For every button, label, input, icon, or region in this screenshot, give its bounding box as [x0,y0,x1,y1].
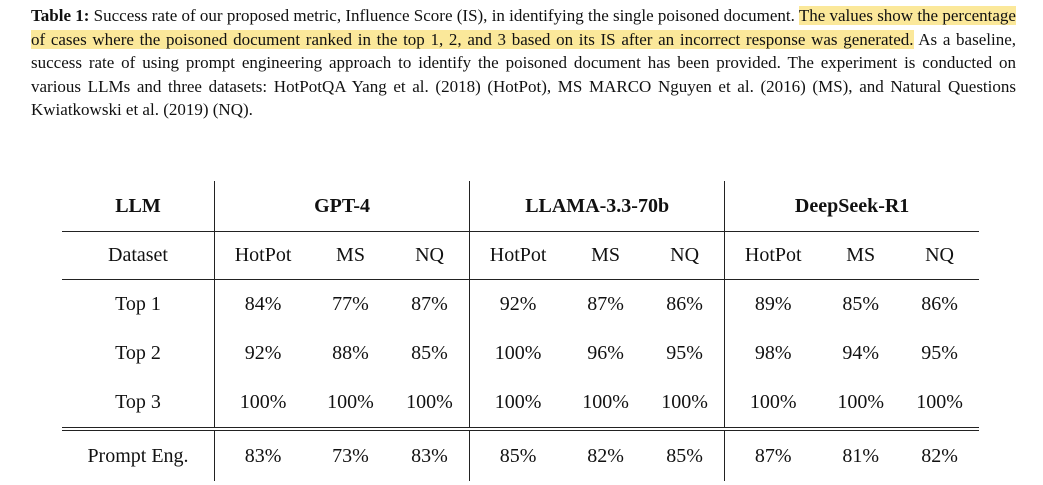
table-cell: 86% [921,293,958,315]
dataset-header: MS [311,232,390,280]
table-cell: 89% [754,293,792,315]
caption-highlighted-text: The values show the percentage of cases where the poisoned document ranked in the top 1, 2, and 3 based on its IS after an incorrect response was generated. [31,6,1016,49]
row-label: Top 1 [62,280,215,330]
table-cell: 85% [390,329,470,378]
table-cell: 98% [754,342,792,364]
model-header-row [62,181,979,232]
table-cell: 73% [332,444,369,467]
table-cell: 100% [390,378,470,429]
table-cell: 92% [244,342,282,364]
table-cell: 85% [499,444,537,467]
table-row-top1 [62,280,979,330]
table-row-prompt-eng [62,429,979,481]
table-cell: 100% [725,378,822,429]
results-table-container [62,181,979,481]
dataset-header: MS [566,232,645,280]
table-cell: 86% [645,280,725,330]
table-cell: 83% [390,429,470,481]
table-cell: 95% [921,342,958,364]
table-cell: 100% [311,378,390,429]
table-cell: 81% [842,444,880,467]
row-label: Top 2 [62,329,215,378]
dataset-header: NQ [390,232,470,280]
table-cell: 92% [499,293,537,315]
table-cell: 100% [494,342,542,364]
table-cell: 85% [842,293,880,315]
table-cell: 100% [645,378,725,429]
table-cell: 77% [332,293,369,315]
dataset-header: MS [821,232,900,280]
model-header-llama: LLAMA-3.3-70b [470,181,725,232]
table-cell: 87% [587,293,624,315]
table-cell: 87% [754,444,792,467]
table-cell: 87% [390,280,470,330]
caption-text-intro: Success rate of our proposed metric, Influence Score (IS), in identifying the single poisoned document. [89,6,799,25]
table-cell: 83% [244,444,282,467]
table-cell: 100% [215,378,312,429]
row-label: Prompt Eng. [62,429,215,481]
table-cell: 100% [470,378,567,429]
dataset-header: HotPot [215,232,312,280]
table-row-top2 [62,329,979,378]
row-label: Top 3 [62,378,215,429]
table-cell: 82% [587,444,624,467]
dataset-header-row [62,232,979,280]
dataset-label: Dataset [62,232,215,280]
table-cell: 88% [332,342,369,364]
table-cell: 84% [244,293,282,315]
caption-text-rest: As a baseline, success rate of using prompt engineering approach to identify the poisoned document has been provided. The experiment is conducted on various LLMs and three datasets: HotPotQA Yang et al. (2018) (HotPot), MS MARCO Nguyen et al. (2016) (MS), and Natural Questions Kwiatkowski et al. (2019) (NQ). [31,29,1017,119]
model-header-deepseek: DeepSeek-R1 [725,181,979,232]
table-cell: 95% [645,329,725,378]
table-row-top3 [62,378,979,429]
dataset-header: HotPot [725,232,822,280]
table-caption [31,4,1016,122]
table-cell: 96% [587,342,624,364]
results-table [62,181,979,481]
caption-label: Table 1: [31,6,90,25]
table-cell: 100% [821,378,900,429]
model-header-gpt4: GPT-4 [215,181,470,232]
corner-header: LLM [62,181,215,232]
dataset-header: NQ [900,232,979,280]
table-cell: 100% [900,378,979,429]
table-cell: 94% [842,342,880,364]
table-cell: 85% [645,429,725,481]
dataset-header: NQ [645,232,725,280]
dataset-header: HotPot [470,232,567,280]
table-cell: 82% [921,444,958,467]
table-cell: 100% [566,378,645,429]
